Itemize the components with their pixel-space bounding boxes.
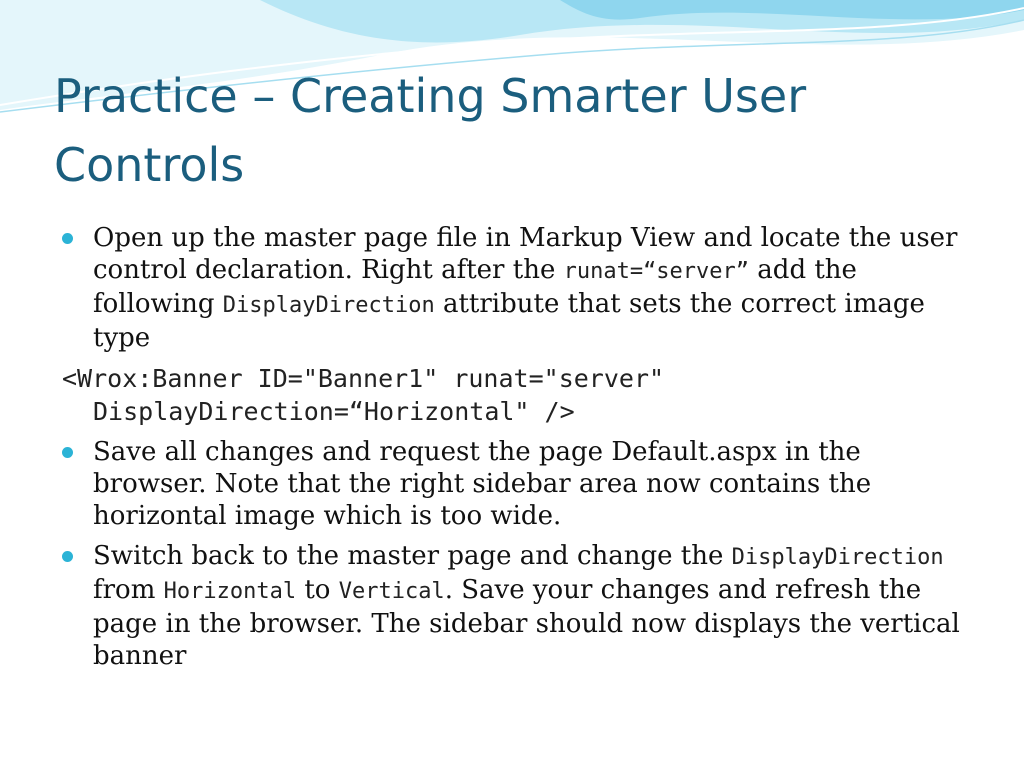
bullet-text: Switch back to the master page and change the [93, 541, 732, 571]
code-line: <Wrox:Banner ID="Banner1" runat="server" [62, 364, 665, 393]
bullet-text: add the following [93, 255, 857, 319]
inline-code: DisplayDirection [222, 293, 435, 318]
inline-code: runat=“server” [563, 259, 750, 284]
bullet-item-open-markup [62, 222, 962, 354]
bullet-text: Open up the master page file in Markup View and locate the user control declaration. Right after the [93, 223, 958, 285]
inline-code: Vertical [338, 579, 445, 604]
bullet-text: Save all changes and request the page Default.aspx in the browser. Note that the right sidebar area now contains the horizontal image which is too wide. [93, 437, 872, 531]
bullet-dot-icon [62, 447, 73, 458]
bullet-text: . Save your changes and refresh the page in the browser. The sidebar should now displays the vertical banner [93, 575, 960, 671]
inline-code: Horizontal [163, 579, 297, 604]
bullet-item-save-changes [62, 436, 962, 532]
inline-code: DisplayDirection [731, 545, 944, 570]
bullet-text: to [296, 575, 339, 605]
code-block [62, 362, 962, 428]
code-line: DisplayDirection=“Horizontal" /> [93, 397, 575, 426]
bullet-dot-icon [62, 551, 73, 562]
bullet-text: from [93, 575, 164, 605]
bullet-item-switch-back [62, 540, 962, 672]
bullet-text: attribute that sets the correct image type [93, 289, 925, 353]
bullet-dot-icon [62, 233, 73, 244]
slide-title: Practice – Creating Smarter User Controls [54, 69, 807, 192]
slide-content [62, 222, 962, 680]
